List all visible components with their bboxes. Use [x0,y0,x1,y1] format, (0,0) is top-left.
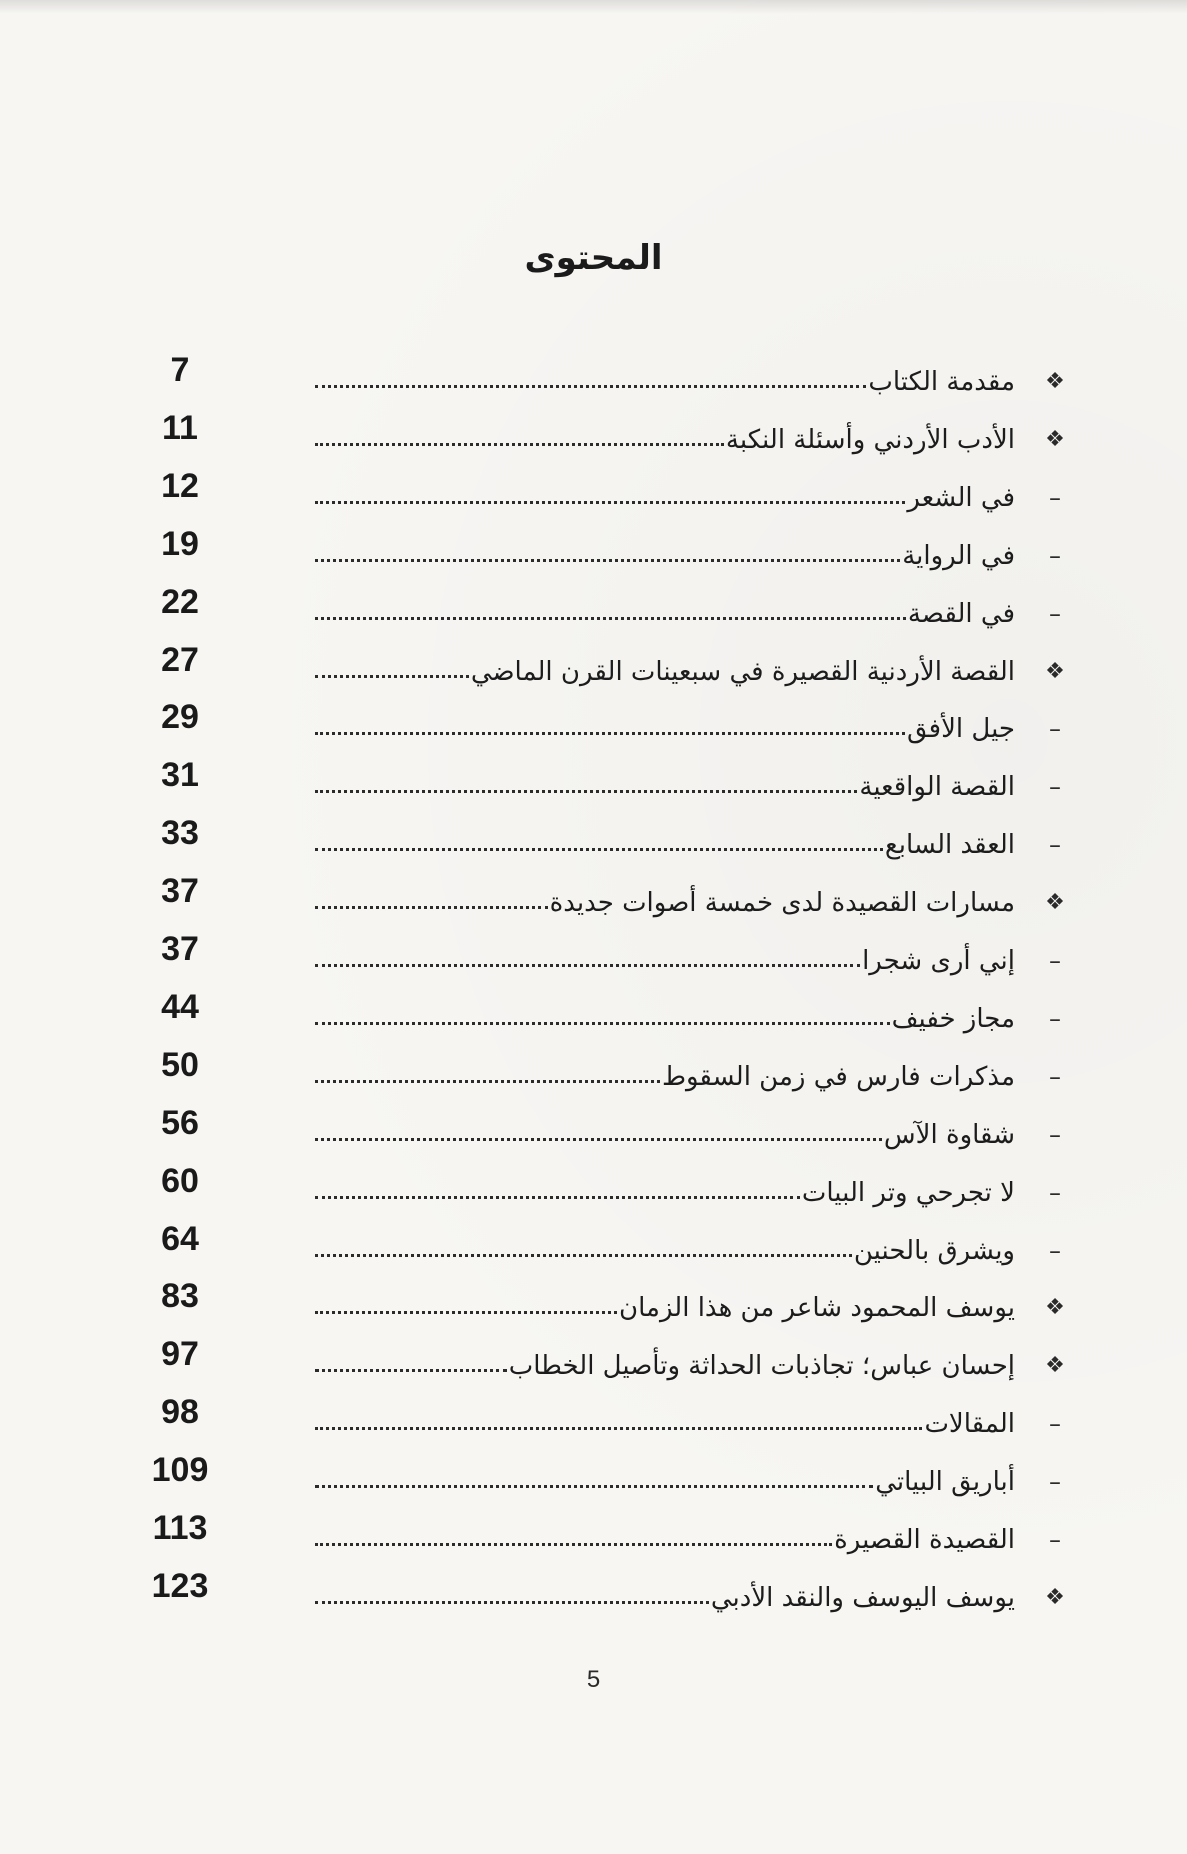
toc-entry-title: إني أرى شجرا [862,946,1015,976]
toc-entry-title: المقالات [924,1409,1015,1440]
dot-leader [315,1426,922,1430]
toc-entry [140,755,1070,813]
dot-leader [315,1484,873,1488]
diamond-bullet-icon: ❖ [1045,1584,1065,1610]
dot-leader [315,847,883,851]
dot-leader [315,731,905,735]
toc-entry-line [315,885,1015,921]
dot-leader [315,500,905,504]
toc-entry [140,1334,1070,1392]
toc-entry [140,1276,1070,1334]
dash-bullet-icon: – [1049,541,1061,570]
toc-entry-page: 83 [161,1277,199,1316]
dash-bullet-icon: – [1049,773,1061,802]
toc-entry-line [315,364,1015,400]
toc-entry-line [315,422,1015,458]
toc-entry-page: 19 [161,524,199,563]
dash-bullet-icon: – [1049,1526,1061,1554]
toc-entry-page: 31 [161,756,199,795]
toc-entry-title: مسارات القصيدة لدى خمسة أصوات جديدة [549,888,1015,919]
dash-bullet-icon: – [1049,1062,1061,1091]
toc-entry [140,1566,1070,1624]
dash-bullet-icon: – [1049,1410,1061,1439]
toc-entry-title: يوسف اليوسف والنقد الأدبي [710,1582,1015,1613]
toc-entry [140,408,1070,466]
dot-leader [315,1137,882,1141]
toc-entry-line [315,1522,1015,1558]
toc-entry-page: 123 [151,1566,209,1605]
toc-entry-title: في الرواية [902,540,1015,571]
toc-entry-title: القصيدة القصيرة [834,1525,1015,1555]
dash-bullet-icon: – [1049,1178,1061,1207]
dash-bullet-icon: – [1049,1468,1061,1497]
toc-entry-line [315,827,1015,863]
dot-leader [315,1310,617,1314]
dot-leader [315,616,906,620]
toc-entry-line [315,1290,1015,1326]
dash-bullet-icon: – [1049,599,1061,628]
toc-entry-line [315,654,1015,690]
toc-entry [140,813,1070,871]
dot-leader [315,558,900,562]
dash-bullet-icon: – [1049,1236,1061,1265]
toc-entry-line [315,1348,1015,1384]
toc-entry-page: 33 [161,814,199,853]
dot-leader [315,905,548,909]
toc-entry-page: 44 [161,987,199,1026]
toc-entry-line [315,711,1015,747]
toc-entry-page: 11 [162,408,198,447]
toc-entry-line [315,1059,1015,1095]
toc-entry-line [315,1175,1015,1211]
dash-bullet-icon: – [1049,1120,1061,1149]
toc-entry-line [315,769,1015,805]
diamond-bullet-icon: ❖ [1045,369,1065,394]
toc-entry-line [315,943,1015,979]
page-number: 5 [586,1666,601,1693]
toc-entry [140,1045,1070,1103]
toc-entry-page: 109 [151,1451,209,1490]
dot-leader [315,1368,507,1372]
diamond-bullet-icon: ❖ [1045,658,1065,684]
page-edge-shadow [0,0,1187,14]
toc-entry-line [315,1464,1015,1500]
toc-entry-page: 50 [161,1045,199,1084]
toc-entry-page: 37 [161,872,199,911]
toc-entry-title: مذكرات فارس في زمن السقوط [661,1061,1015,1092]
dash-bullet-icon: – [1049,715,1061,744]
dot-leader [315,1079,660,1083]
toc-entry [140,697,1070,755]
diamond-bullet-icon: ❖ [1045,890,1065,916]
dash-bullet-icon: – [1049,1004,1061,1033]
toc-entry [140,1392,1070,1450]
toc-entry-line [315,1580,1015,1616]
toc-entry-title: الأدب الأردني وأسئلة النكبة [725,424,1015,455]
toc-entry-page: 98 [161,1393,199,1432]
dot-leader [315,1253,852,1257]
toc-entry-line [315,1406,1015,1442]
dash-bullet-icon: – [1049,831,1061,860]
toc-entry-line [315,1233,1015,1269]
toc-entry-page: 56 [161,1103,199,1142]
toc-entry-page: 22 [161,582,199,621]
toc-entry-title: لا تجرحي وتر البيات [801,1177,1015,1208]
toc-entry-page: 12 [161,466,199,505]
dot-leader [315,1542,832,1546]
dot-leader [315,963,860,967]
toc-entry-line [315,1001,1015,1037]
toc-entry [140,1508,1070,1566]
toc-entry-line [315,596,1015,632]
toc-entry-title: جيل الأفق [906,714,1015,745]
toc-entry-title: العقد السابع [884,830,1015,861]
toc-entry-page: 29 [161,698,199,737]
dot-leader [315,1600,709,1604]
toc-entry-title: القصة الواقعية [859,772,1015,803]
page-title: المحتوى [524,238,663,278]
toc-entry [140,1161,1070,1219]
toc-entry [140,524,1070,582]
dash-bullet-icon: – [1049,947,1061,975]
toc-entry [140,350,1070,408]
toc-entry-title: مقدمة الكتاب [868,367,1015,397]
dot-leader [315,789,857,793]
toc-entry-title: يوسف المحمود شاعر من هذا الزمان [619,1293,1015,1324]
toc-entry [140,1219,1070,1277]
toc-entry [140,871,1070,929]
toc-entry [140,466,1070,524]
table-of-contents [140,350,1070,1630]
diamond-bullet-icon: ❖ [1045,426,1065,452]
toc-entry-title: ويشرق بالحنين [853,1235,1015,1266]
toc-entry-title: شقاوة الآس [883,1119,1015,1150]
toc-entry-line [315,538,1015,574]
toc-entry [140,1103,1070,1161]
toc-entry-title: في الشعر [907,482,1015,513]
toc-entry-line [315,1117,1015,1153]
dot-leader [315,674,469,678]
toc-entry-page: 64 [161,1219,199,1258]
toc-entry [140,987,1070,1045]
toc-entry [140,1450,1070,1508]
toc-entry-page: 37 [161,930,199,968]
dot-leader [315,1195,800,1199]
toc-entry-page: 27 [161,640,199,679]
toc-entry-page: 113 [152,1509,208,1547]
toc-entry [140,582,1070,640]
toc-entry-line [315,480,1015,516]
dot-leader [315,1021,890,1025]
toc-entry [140,929,1070,987]
diamond-bullet-icon: ❖ [1045,1353,1065,1379]
toc-entry-page: 60 [161,1161,199,1200]
toc-entry-title: في القصة [907,598,1015,629]
toc-entry-title: أباريق البياتي [875,1467,1015,1498]
dash-bullet-icon: – [1049,483,1061,512]
toc-entry-title: مجاز خفيف [891,1003,1015,1034]
toc-entry-page: 7 [170,351,190,389]
toc-entry-title: إحسان عباس؛ تجاذبات الحداثة وتأصيل الخطاب [508,1351,1015,1382]
toc-entry [140,640,1070,698]
dot-leader [315,384,866,388]
diamond-bullet-icon: ❖ [1045,1295,1065,1321]
toc-entry-title: القصة الأردنية القصيرة في سبعينات القرن الماضي [470,656,1015,687]
dot-leader [315,442,724,446]
toc-entry-page: 97 [161,1335,199,1374]
